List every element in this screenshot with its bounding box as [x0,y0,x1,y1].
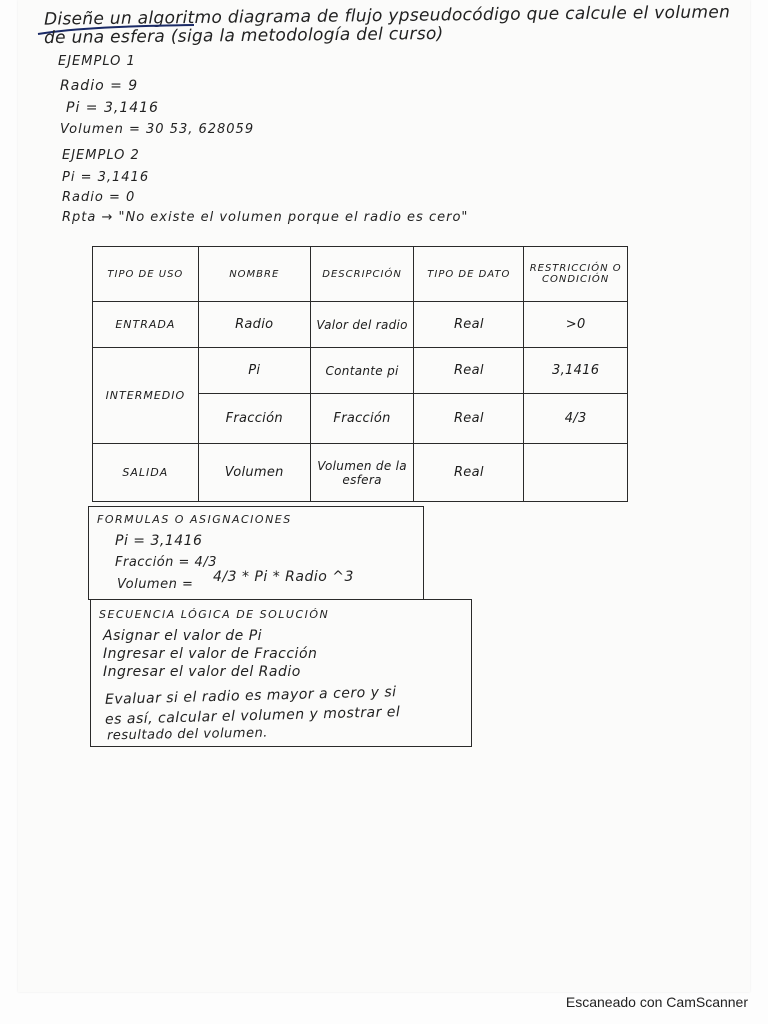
sequence-line: resultado del volumen. [106,725,269,744]
header-descripcion: DESCRIPCIÓN [310,247,414,302]
salida-desc: Volumen de la esfera [310,444,414,502]
assignment-title-line-2: de una esfera (siga la metodología del curso) [43,23,444,49]
intermedio-fr-nombre: Fracción [198,394,310,444]
camscanner-watermark: Escaneado con CamScanner [565,994,748,1010]
salida-tipo: Real [414,444,524,502]
formulas-heading: FORMULAS O ASIGNACIONES [97,513,292,526]
intermedio-fr-tipo: Real [414,394,524,444]
sequence-line: Evaluar si el radio es mayor a cero y si [104,684,397,708]
header-restriccion: RESTRICCIÓN O CONDICIÓN [524,247,628,302]
intermedio-pi-restr: 3,1416 [524,348,628,394]
salida-uso: SALIDA [93,444,199,502]
example2-pi: Pi = 3,1416 [62,170,150,185]
header-nombre: NOMBRE [198,247,310,302]
sequence-box [90,599,472,747]
sequence-line: es así, calcular el volumen y mostrar el [104,704,401,728]
formula-volumen-label: Volumen = [117,577,194,592]
intermedio-pi-nombre: Pi [198,348,310,394]
entrada-restr: >0 [524,302,628,348]
example2-rpta: Rpta → "No existe el volumen porque el radio es cero" [62,210,469,225]
example1-heading: EJEMPLO 1 [58,54,136,69]
formula-pi: Pi = 3,1416 [115,533,203,549]
example1-radio: Radio = 9 [60,78,139,94]
header-tipo-de-dato: TIPO DE DATO [414,247,524,302]
intermedio-fr-restr: 4/3 [524,394,628,444]
table-header-row [93,247,628,302]
header-tipo-de-uso: TIPO DE USO [93,247,199,302]
example1-pi: Pi = 3,1416 [66,100,159,116]
example1-volumen: Volumen = 30 53, 628059 [60,122,255,137]
entrada-uso: ENTRADA [93,302,199,348]
sequence-line: Ingresar el valor del Radio [103,664,301,680]
assignment-title-line-1: Diseñe un algoritmo diagrama de flujo ypseudocódigo que calcule el volumen [43,2,731,30]
entrada-desc: Valor del radio [310,302,414,348]
intermedio-fr-desc: Fracción [310,394,414,444]
intermedio-uso: INTERMEDIO [93,348,199,444]
table-row [93,302,628,348]
sequence-line: Asignar el valor de Pi [103,628,263,644]
intermedio-pi-tipo: Real [414,348,524,394]
salida-restr [524,444,628,502]
example2-heading: EJEMPLO 2 [62,148,140,163]
formula-fraccion: Fracción = 4/3 [115,555,217,570]
example2-radio: Radio = 0 [62,190,136,205]
formula-volumen-expr: 4/3 * Pi * Radio ^3 [213,569,354,585]
table-row [93,444,628,502]
formulas-box [88,506,424,600]
data-table [92,246,628,502]
intermedio-pi-desc: Contante pi [310,348,414,394]
table-row [93,348,628,394]
entrada-tipo: Real [414,302,524,348]
sequence-heading: SECUENCIA LÓGICA DE SOLUCIÓN [99,608,330,621]
entrada-nombre: Radio [198,302,310,348]
sequence-line: Ingresar el valor de Fracción [103,646,318,662]
salida-nombre: Volumen [198,444,310,502]
